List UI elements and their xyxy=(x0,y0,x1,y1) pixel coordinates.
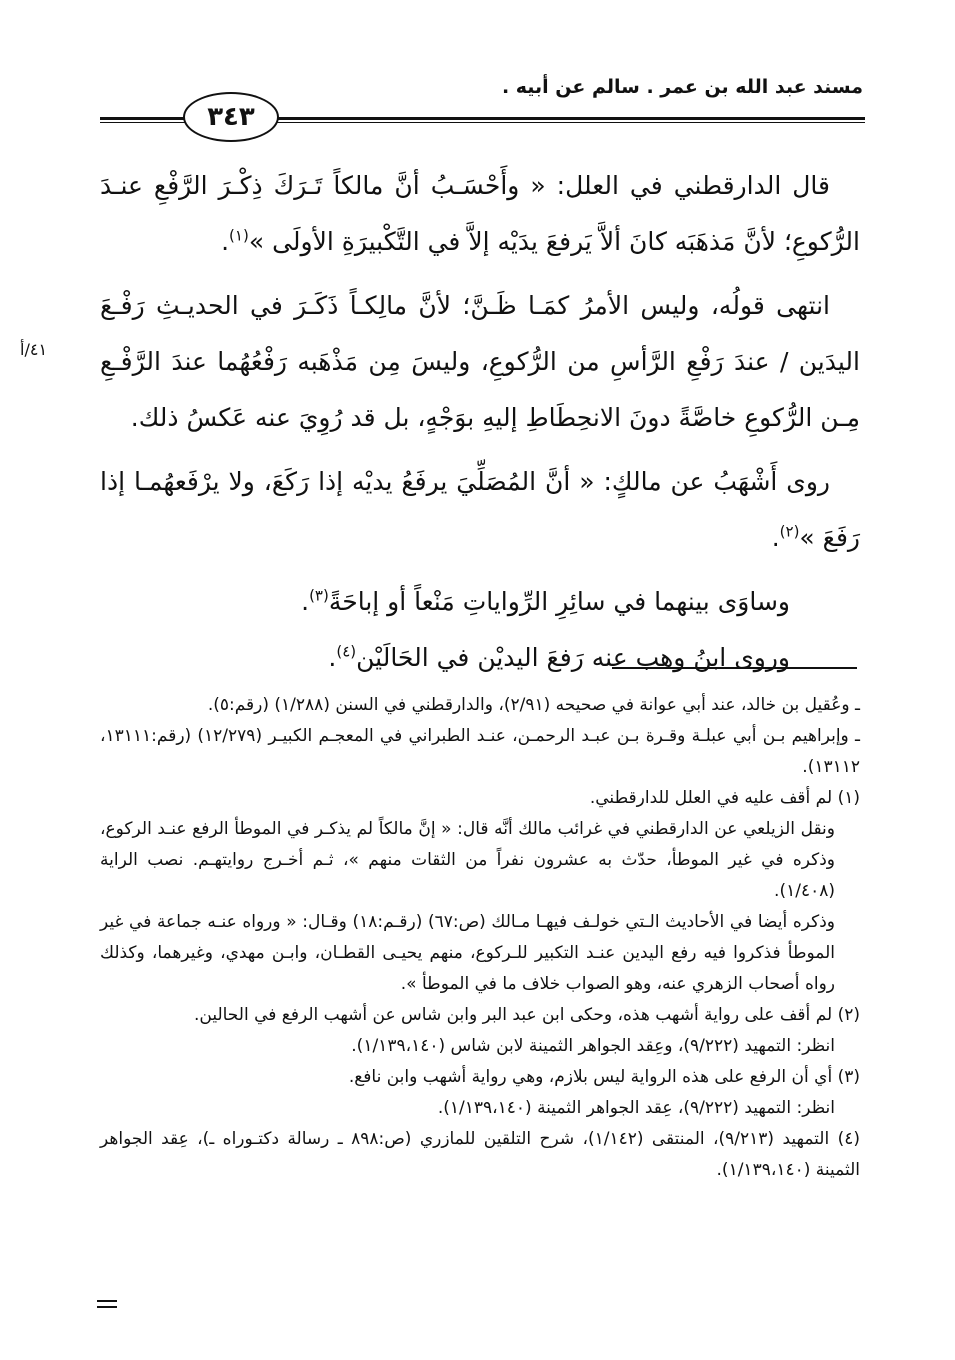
paragraph-text: روى أَشْهَبُ عن مالكٍ: « أنَّ المُصَلِّيَ يرفَعُ يديْه إذا رَكَعَ، ولا يرْفَعهُمـا إذا رَفَعَ » xyxy=(100,467,860,552)
paragraph-text: وروى ابنُ وهب عنه رَفعَ اليديْن في الحَالَيْن xyxy=(356,643,790,672)
page-number-badge: ٣٤٣ xyxy=(183,92,279,142)
footnote-ref: (٢) xyxy=(779,522,800,541)
footnote-ref: (٤) xyxy=(336,642,357,661)
footnote-line: (٤) التمهيد (٩/٢١٣)، المنتقى (١/١٤٢)، شرح التلقين للمازري (ص:٨٩٨ ـ رسالة دكتـوراه ـ)، عِقد الجواهر الثمينة (١/١٣٩،١٤٠). xyxy=(100,1129,860,1180)
footnote-line: ـ وإبراهيم بـن أبي عبلـة وقـرة بـن عبـد الرحمـن، عنـد الطبراني في المعجـم الكبيـر (١٢/٢٧٩) (رقم:١٣١١١، ١٣١١٢). xyxy=(100,726,860,777)
footnote-ref: (٣) xyxy=(309,586,329,605)
main-paragraph xyxy=(100,278,860,446)
footnote-separator xyxy=(612,667,857,669)
footnote-line: ـ وعُقيل بن خالد، عند أبي عوانة في صحيحه (٢/٩١)، والدارقطني في السنن (١/٢٨٨) (رقم:٥). xyxy=(207,695,860,715)
paragraph-text: وساوَى بينهما في سائِرِ الرِّواياتِ مَنْعاً أو إباحَةً xyxy=(328,587,790,616)
footnote-line: (١) لم أقف عليه في العلل للدارقطني. xyxy=(589,788,860,808)
bottom-double-dash xyxy=(97,1300,117,1308)
main-text-body xyxy=(100,158,860,686)
margin-folio-reference: ٤١/أ xyxy=(20,340,48,359)
running-header-title: مسند عبد الله بن عمر . سالم عن أبيه . xyxy=(501,76,863,98)
footnote-line: (٢) لم أقف على رواية أشهب هذه، وحكى ابن عبد البر وابن شاس عن أشهب الرفع في الحالين. xyxy=(193,1005,860,1025)
footnote-ref: (١) xyxy=(229,226,249,245)
main-paragraph: وساوَى بينهما في سائِرِ الرِّواياتِ مَنْعاً أو إباحَةً$^{(٣)}$. xyxy=(301,586,790,616)
footnote-line: وذكره أيضا في الأحاديث الـتي خولـف فيهـا مـالك (ص:٦٧) (رقـم:١٨) وقـال: « ورواه عنـه جماعة في غير الموطأ فذكروا فيه رفع اليدين عنـد التكبير للـركوع، منهم يحيـى القطـان، وابـن مهدي، وغيرهما، وكذلك رواه أصحاب الزهري عنه، وهو الصواب خلاف ما في الموطأ ». xyxy=(100,912,835,994)
footnote-line: انظر: التمهيد (٩/٢٢٢)، وعِقد الجواهر الثمينة لابن شاس (١/١٣٩،١٤٠). xyxy=(351,1036,835,1056)
footnote-line: ونقل الزيلعي عن الدارقطني في غرائب مالك أنَّه قال: « إنَّ مالكاً لم يذكـر في الموطأ الرفع عنـد الركوع، وذكره في غير الموطأ، حدّث به عشرون نفراً من الثقات منهم »، ثـم أخـرج روايتهـم. نصب الراية (١/٤٠٨). xyxy=(100,819,835,901)
footnotes-section xyxy=(100,690,860,1186)
main-paragraph: روى أَشْهَبُ عن مالكٍ: « أنَّ المُصَلِّيَ يرفَعُ يديْه إذا رَكَعَ، ولا يرْفَعهُمـا إذا رَفَعَ »$^{(٢)}$. xyxy=(100,467,860,552)
main-paragraph: وروى ابنُ وهب عنه رَفعَ اليديْن في الحَالَيْن$^{(٤)}$. xyxy=(328,642,790,672)
footnote-line: انظر: التمهيد (٩/٢٢٢)، عِقد الجواهر الثمينة (١/١٣٩،١٤٠). xyxy=(437,1098,835,1118)
paragraph-text: انتهى قولُه، وليس الأمرُ كمَـا ظَـنَّ؛ لأنَّ مالِكـاً ذَكَـرَ في الحديـثِ رَفْـعَ اليدَين / عندَ رَفْعِ الرَّأسِ من الرُّكوعِ، وليسَ مِن مَذْهَبه رَفْعُهُما عندَ الرَّفْـعِ مِـن الرُّكوعِ خاصَّةً دونَ الانحِطَاطِ إليهِ بوَجْهٍ، بل قد رُوِيَ عنه عَكسُ ذلك. xyxy=(100,291,860,432)
main-paragraph: قال الدارقطني في العلل: « وأَحْسَـبُ أنَّ مالكاً تَـرَكَ ذِكْـرَ الرَّفْعِ عنـدَ الرُّكوعِ؛ لأنَّ مَذهَبَه كانَ ألاَّ يَرفعَ يدَيْه إلاَّ في التَّكْبيرَةِ الأولَى »$^{(١)}$. xyxy=(100,171,860,256)
footnote-line: (٣) أي أن الرفع على هذه الرواية ليس بلازم، وهي رواية أشهب وابن نافع. xyxy=(348,1067,860,1087)
paragraph-text: قال الدارقطني في العلل: « وأَحْسَـبُ أنَّ مالكاً تَـرَكَ ذِكْـرَ الرَّفْعِ عنـدَ الرُّكوعِ؛ لأنَّ مَذهَبَه كانَ ألاَّ يَرفعَ يدَيْه إلاَّ في التَّكْبيرَةِ الأولَى » xyxy=(100,171,860,256)
